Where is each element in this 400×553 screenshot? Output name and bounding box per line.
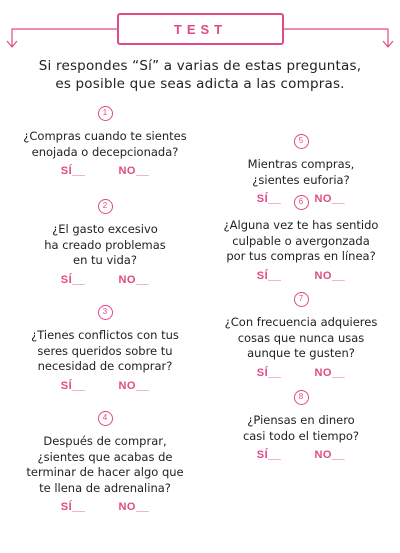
yes-option[interactable]: SÍ__ [60, 165, 86, 177]
answer-options [211, 270, 391, 282]
answer-options [211, 449, 391, 461]
question-1 [15, 106, 195, 177]
question-line: ¿Con frecuencia adquieres [224, 315, 378, 329]
intro-line: Si respondes “Sí” a varias de estas preguntas, [38, 58, 362, 74]
yes-option[interactable]: SÍ__ [60, 501, 86, 513]
question-line: aunque te gusten? [247, 346, 355, 360]
intro-text [30, 57, 370, 93]
yes-option[interactable]: SÍ__ [256, 193, 282, 205]
question-line: casi todo el tiempo? [242, 428, 360, 443]
question-line: culpable o avergonzada [232, 233, 370, 248]
question-line: seres queridos sobre tu [37, 343, 173, 358]
question-4 [15, 411, 195, 513]
question-line: ha creado problemas [44, 237, 166, 252]
question-number-badge: 4 [98, 411, 113, 426]
question-8 [211, 390, 391, 461]
no-option[interactable]: NO__ [314, 269, 346, 282]
question-number-badge: 8 [294, 390, 309, 405]
question-text [15, 434, 195, 496]
question-line: Mientras compras, [247, 157, 355, 171]
yes-option[interactable]: SÍ__ [60, 273, 86, 286]
question-line: enojada o decepcionada? [31, 144, 179, 159]
question-number-badge: 2 [98, 199, 113, 214]
answer-options [15, 165, 195, 177]
no-option[interactable]: NO__ [118, 379, 150, 392]
question-2 [15, 199, 195, 286]
question-line: en tu vida? [73, 253, 137, 267]
answer-options [15, 274, 195, 286]
yes-option[interactable]: SÍ__ [256, 449, 282, 461]
question-number-badge: 6 [294, 195, 309, 210]
no-option[interactable]: NO__ [118, 165, 150, 177]
title-box [117, 13, 284, 45]
question-text [211, 413, 391, 444]
question-text [15, 222, 195, 269]
question-line: ¿sientes euforia? [252, 172, 350, 187]
question-line: terminar de hacer algo que [26, 465, 184, 479]
question-line: ¿El gasto excesivo [52, 222, 158, 236]
question-line: ¿Alguna vez te has sentido [223, 218, 379, 232]
no-option[interactable]: NO__ [314, 449, 346, 461]
question-line: por tus compras en línea? [226, 249, 376, 263]
question-text [211, 218, 391, 265]
question-text [15, 129, 195, 160]
question-number-badge: 5 [294, 134, 309, 149]
question-6 [211, 195, 391, 282]
question-text [211, 157, 391, 188]
question-7 [211, 292, 391, 379]
header [0, 0, 400, 60]
question-line: necesidad de comprar? [37, 359, 173, 373]
yes-option[interactable]: SÍ__ [60, 379, 86, 392]
yes-option[interactable]: SÍ__ [256, 366, 282, 379]
question-line: te llena de adrenalina? [39, 480, 171, 495]
no-option[interactable]: NO__ [118, 501, 150, 513]
answer-options [211, 367, 391, 379]
no-option[interactable]: NO__ [314, 366, 346, 379]
question-text [211, 315, 391, 362]
question-line: Después de comprar, [43, 434, 167, 448]
question-number-badge: 3 [98, 305, 113, 320]
no-option[interactable]: NO__ [118, 273, 150, 286]
yes-option[interactable]: SÍ__ [256, 269, 282, 282]
question-3 [15, 305, 195, 392]
question-line: ¿Compras cuando te sientes [23, 129, 187, 143]
question-number-badge: 7 [294, 292, 309, 307]
question-line: ¿sientes que acabas de [37, 449, 173, 464]
no-option[interactable]: NO__ [314, 193, 346, 205]
intro-line: es posible que seas adicta a las compras. [55, 76, 345, 92]
answer-options [15, 501, 195, 513]
question-line: cosas que nunca usas [237, 330, 365, 345]
question-line: ¿Piensas en dinero [247, 413, 355, 427]
answer-options [15, 380, 195, 392]
page-title: TEST [173, 21, 228, 37]
question-number-badge: 1 [98, 106, 113, 121]
question-line: ¿Tienes conflictos con tus [31, 328, 179, 342]
question-text [15, 328, 195, 375]
